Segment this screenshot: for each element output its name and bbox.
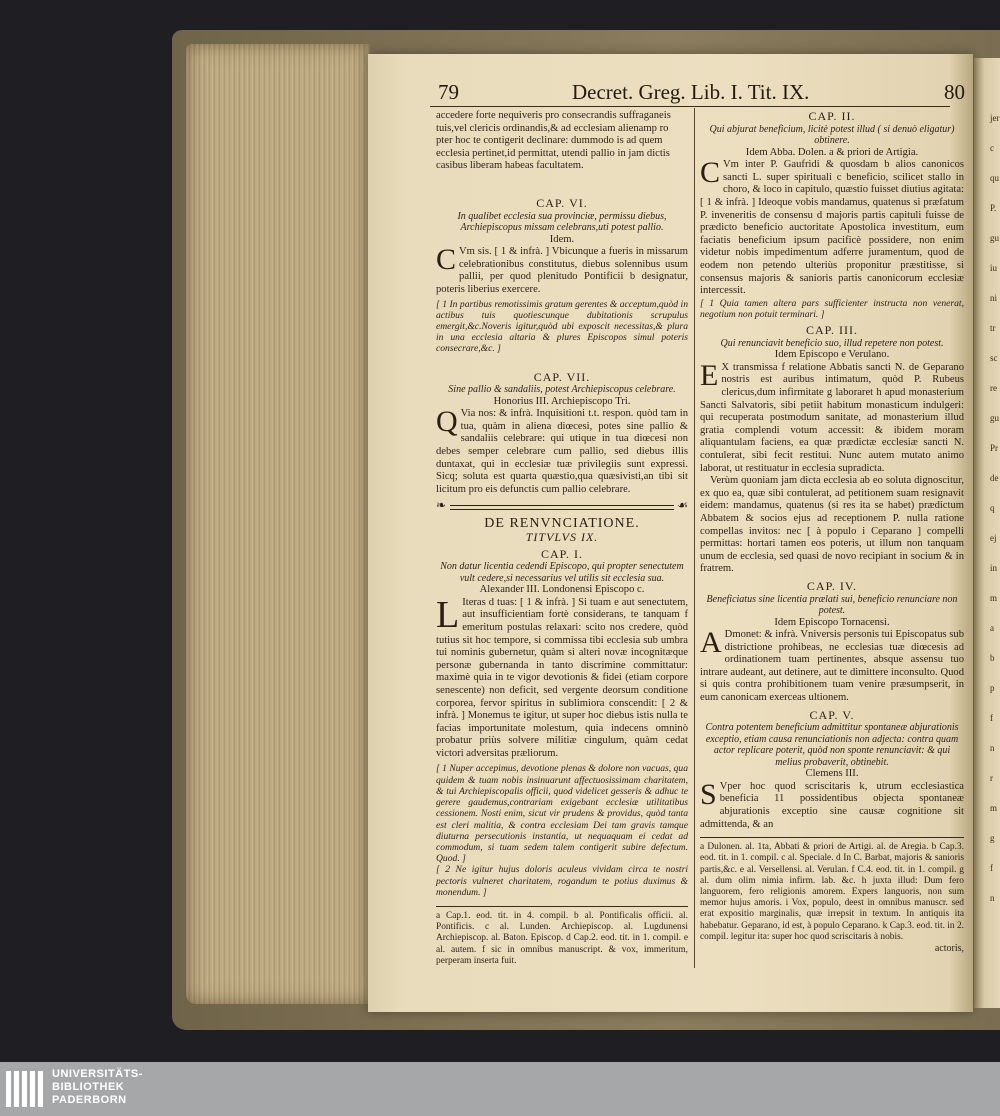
title-heading: DE RENVNCIATIONE. xyxy=(484,516,640,532)
right-page-fragment: jer xyxy=(990,113,1000,123)
text-line: casibus liberam habeas facultatem. xyxy=(436,160,584,172)
library-logo-icon xyxy=(6,1069,46,1109)
right-page-fragment: sc xyxy=(990,353,998,363)
chapter-note: [ 2 Ne igitur hujus doloris aculeus vividam circa te nostri pectoris vulneret charitatem, rogandum te potius duximus & monendum. ] xyxy=(436,864,688,898)
chapter-heading: CAP. IV. xyxy=(806,578,858,593)
chapter-text: Q Via nos: & infrà. Inquisitioni t.t. respon. quòd tam in tua, quàm in aliena diœcesi, potes sine pallio & sandaliis celebrare: qui utique in tua diœcesi non debes semper celebrare cum pallio, sed diebus illis duntaxat, qui in ecclesiæ tuæ privilegiis sunt expressi. Sicq; soluta est quarta quæstio,qua quæsivisti,an tibi sit licitum pro eis defunctis cum pallio celebrare. xyxy=(436,405,688,495)
footnotes: a Cap.1. eod. tit. in 4. compil. b al. Pontificalis officii. al. Pontificis. c al. Lunden. Archiepiscop. al. Lugdunensi Archiepiscop. al. Baton. Episcop. d Cap.2. eod. tit. in 1. compil. e al. autem. f sic in omnibus manuscript. & vox, immeritum, perperam inserta fuit. xyxy=(436,910,688,966)
right-column xyxy=(700,110,964,956)
chapter-address: Idem Episcopo e Verulano. xyxy=(774,349,890,361)
logo-line: UNIVERSITÄTS- xyxy=(52,1068,143,1080)
chapter-note: [ 1 In partibus remotissimis gratum gerentes & acceptum,quòd in actibus tuis quotiescunque dubitationis scrupulus emergit,&c.Noveris igitur,quòd ubi exposcit necessitas,& plura in una ecclesia altaria & plures Episcopos simul poteris consecrare,&c. ] xyxy=(436,298,688,355)
right-page-fragment: re xyxy=(990,383,997,393)
logo-line: PADERBORN xyxy=(52,1094,127,1106)
drop-initial: E xyxy=(700,358,719,392)
title-number: TITVLVS IX. xyxy=(525,529,599,544)
right-page-fragment: m xyxy=(990,803,998,813)
drop-initial: Q xyxy=(436,405,458,439)
chapter-text: Verùm quoniam jam dicta ecclesia ab eo soluta dignoscitur, ex quo ea, quæ sibi contulerat, ad petitionem suam resignavit eidem: mandamus, quatenus (si res ita se habet) prædictum Abbatem & socios ejus ad receptionem P. nulla ratione compellas invitos: nec [ à populo i Ceparano ] compelli permittas: hortari tamen eos poteris, ut illum non tanquam unum de ecclesia, sed quasi de novo recipiant in socium & in fratrem. xyxy=(700,475,964,575)
footnotes: a Dulonen. al. 1ta, Abbati & priori de Artigi. al. de Aregia. b Cap.3. eod. tit. in 1. compil. c al. Speciale. d In C. Barbat, majoris & sanioris partis,&c. e al. Versellensi. al. Verulan. f C.4. eod. tit. in 1. compil. g al. dum olim nimia infirm. lab. &c. h juxta illud: Dum fero languorem, fero religionis amorem. Expers languoris, non sum memor hujus amoris. i Vox, populo, deest in omnibus manuscr. sed erat expositio marginalis, quæ irrepsit in textum. In antiquis ita habebatur. Geparano, id est, à populo Ceparano. k Cap.3. eod. tit. in 2. compil. legitur ita: super hoc quod scriscitaris à nobis. xyxy=(700,842,964,942)
right-page-fragment: qu xyxy=(990,173,999,183)
chapter-rubric: Sine pallio & sandaliis, potest Archiepiscopus celebrare. xyxy=(448,384,676,396)
continued-text xyxy=(436,110,688,173)
page-number-left: 79 xyxy=(438,80,459,104)
drop-initial: L xyxy=(436,593,460,636)
chapter-text: C Vm inter P. Gaufridi & quosdam b alios canonicos sancti L. super spirituali c beneficio, scilicet stallo in choro, & loco in capitulo, quæstio fuisset diutius agitata: [ 1 & infrà. ] Ideoque vobis mandamus, quatenus si præfatum P. inveneritis de consensu d majoris partis capituli fuisse de prædicto beneficio auctoritate Apostolica investitum, eum faciatis beneficium ipsum pacificè possidere, non enim videtur nobis impedimentum adferre juramentum, quod de eodem non petendo ulteriùs proponitur præstitisse, si consensus majoris & sanioris partis canonicorum ecclesiæ intercessit. xyxy=(700,156,964,297)
chapter-rubric: Qui abjurat beneficium, licitè potest illud ( si denuò eligatur) obtinere. xyxy=(709,123,955,147)
right-page-fragment: p xyxy=(990,683,995,693)
right-page-fragment: m xyxy=(990,593,998,603)
column-divider xyxy=(694,108,695,968)
chapter-rubric: In qualibet ecclesia sua provinciæ, permissu diebus, Archiepiscopus missam celebrans,uti potest pallio. xyxy=(457,210,667,234)
chapter-address: Alexander III. Londonensi Episcopo c. xyxy=(479,584,645,596)
chapter-address: Idem Episcopo Tornacensi. xyxy=(774,616,890,628)
chapter-note: [ 1 Nuper accepimus, devotione plenas & dolore non vacuas, qua quidem & tuam nobis insinuarunt affectuosissimam charitatem, & tui Archiepiscopalis officii, quod videlicet gesseris & adhuc te gerere gaudemus,contrariam exigebant ecclesiæ utilitatibus cessionem. Nosti enim, sicut vir prudens & providus, quòd tanta est cleri malitia, & contra ecclesiam Dei tam gravis tamque diuturna persecutionis instantia, ut nequaquam ei cedat ad commodum, si tuam sedem talem contigerit subire defectum. Quod. ] xyxy=(436,763,688,865)
chapter-address: Idem Abba. Dolen. a & priori de Artigia. xyxy=(745,146,919,158)
chapter-heading: CAP. II. xyxy=(808,109,856,123)
right-page-fragment: q xyxy=(990,503,995,513)
chapter-rubric: Qui renunciavit beneficio suo, illud repetere non potest. xyxy=(720,337,944,349)
right-page-fragment: iu xyxy=(990,263,998,273)
header-rule xyxy=(430,106,950,107)
chapter-heading: CAP. VII. xyxy=(533,369,591,384)
right-page-fragment: in xyxy=(990,563,998,573)
chapter-text: E X transmissa f relatione Abbatis sancti N. de Geparano nostris est auribus intimatum, quòd P. Rubeus clericus,dum infirmitate g laboraret h apud monasterium Sancti Salvatoris, sibi petiit habitum monasticum indulgeri: qui recuperata postmodum sanitate, ad monasterium illud gratia complendi votum accessit: & ibidem moram aliquantulam faciens, ea quæ prædictæ ecclesiæ sancti N. contulerat, sibi fecit restitui. Nunc autem mutato animo laborat, ut restituatur in ecclesia supradicta. xyxy=(700,358,964,474)
right-page-fragment: f xyxy=(990,863,993,873)
right-page-fragment: f xyxy=(990,713,993,723)
text-line: pter hoc te contigerit declinare: dummodo is ad quem xyxy=(436,135,663,147)
right-page-fragment: Pr xyxy=(990,443,999,453)
catchword: actoris, xyxy=(934,943,964,955)
chapter-heading: CAP. I. xyxy=(540,546,583,561)
chapter-heading: CAP. VI. xyxy=(536,195,588,210)
chapter-address: Idem. xyxy=(549,233,575,245)
left-column xyxy=(436,110,688,967)
text-line: ecclesia pertinet,id permittat, utendi pallio in jam dictis xyxy=(436,147,670,159)
library-logo-bar xyxy=(0,1062,1000,1116)
right-page-fragment: g xyxy=(990,833,995,843)
running-title: Decret. Greg. Lib. I. Tit. IX. xyxy=(572,80,810,104)
right-page-fragment: c xyxy=(990,143,994,153)
drop-initial: S xyxy=(700,777,717,811)
chapter-text: A Dmonet: & infrà. Vniversis personis tui Episcopatus sub districtione prohibeas, ne ecclesias tuæ diœcesis ad ordinationem tuam pertinentes, absque assensu tuo intrare audeant, aut detinere, aut te dimittere inconsulto. Quod si quis contra prohibitionem tuam venire præsumpserit, in eum canonicam exerceas ultionem. xyxy=(700,626,964,704)
page-number-right: 80 xyxy=(944,80,965,104)
text-line: accedere forte nequiveris pro consecrandis suffraganeis xyxy=(436,110,671,121)
right-page-fragment: n xyxy=(990,893,995,903)
page-edges xyxy=(186,44,370,1004)
right-page-fragment: ej xyxy=(990,533,997,543)
text-line: tuis,vel clericis ordinandis,& ad ecclesiam alienamp ro xyxy=(436,122,669,134)
chapter-text: C Vm sis. [ 1 & infrà. ] Vbicunque a fueris in missarum celebrationibus constitutus, diebus solennibus usum pallii, per quod plenitudo Pontificii b designatur, poteris liberius exercere. xyxy=(436,243,688,295)
ornamental-rule: ❧ ☙ xyxy=(436,498,688,513)
chapter-text: S Vper hoc quod scriscitaris k, utrum ecclesiastica beneficia 11 possidentibus objecta spontaneæ abjurationis exceptio sine causæ cognitione sit admittenda, & an xyxy=(700,777,964,830)
footnote-rule xyxy=(700,837,964,838)
chapter-rubric: Beneficiatus sine licentia prælati sui, beneficio renunciare non potest. xyxy=(706,593,958,616)
drop-initial: C xyxy=(700,156,721,190)
right-page-fragment: gu xyxy=(990,413,999,423)
right-page-fragment: a xyxy=(990,623,994,633)
right-page-fragment: n xyxy=(990,743,995,753)
library-logo-text xyxy=(52,1068,143,1107)
chapter-text: L Iteras d tuas: [ 1 & infrà. ] Si tuam e aut senectutem, aut insufficientiam fortè considerans, te tanquam f emeritum postulas relaxari: scito nos credere, quòd tutius sit hoc tempore, si commissa tibi ecclesia sub umbra tui nominis gubernetur, quàm si alteri novæ incognitæque personæ gubernanda in tanto discrimine committatur: maximè quia in te vigor devotionis & fidei (etiam corpore senescente) non deficit, sed vergente deorsum conditione corporea, fervor spiritus in sublimiora conscendit: [ 2 & infrà. ] Monemus te igitur, ut super hoc diebus istis nulla te facias importunitate molestum, quia indecens omninò probatur priùs solvere militiæ cingulum, quàm cedat victori adversitas præliorum. xyxy=(436,593,688,759)
chapter-rubric: Contra potentem beneficium admittitur spontaneæ abjurationis exceptio, etiam causa renunciationis non adjecta: contra quam actor replicare poterit, quòd non sponte renunciavit: & qui melius probaverit, obtinebit. xyxy=(705,722,959,768)
logo-line: BIBLIOTHEK xyxy=(52,1081,125,1093)
chapter-rubric: Non datur licentia cedendi Episcopo, qui propter senectutem vult cedere,si necessarius vel utilis sit ecclesia sua. xyxy=(440,561,684,584)
right-page-fragment: de xyxy=(990,473,999,483)
chapter-heading: CAP. III. xyxy=(805,323,858,338)
right-page-fragment: ni xyxy=(990,293,998,303)
right-page-fragment: r xyxy=(990,773,993,783)
drop-initial: A xyxy=(700,626,722,660)
chapter-address: Clemens III. xyxy=(805,768,859,780)
right-page-fragment: tr xyxy=(990,323,996,333)
right-page-fragment: gu xyxy=(990,233,999,243)
drop-initial: C xyxy=(436,243,457,277)
chapter-heading: CAP. V. xyxy=(809,707,855,722)
right-page-fragment: P. xyxy=(990,203,997,213)
footnote-rule xyxy=(436,906,688,907)
chapter-note: [ 1 Quia tamen altera pars sufficienter instructa non venerat, negotium non potuit terminari. ] xyxy=(700,297,964,320)
right-page-fragment: b xyxy=(990,653,995,663)
chapter-address: Honorius III. Archiepiscopo Tri. xyxy=(493,395,631,407)
